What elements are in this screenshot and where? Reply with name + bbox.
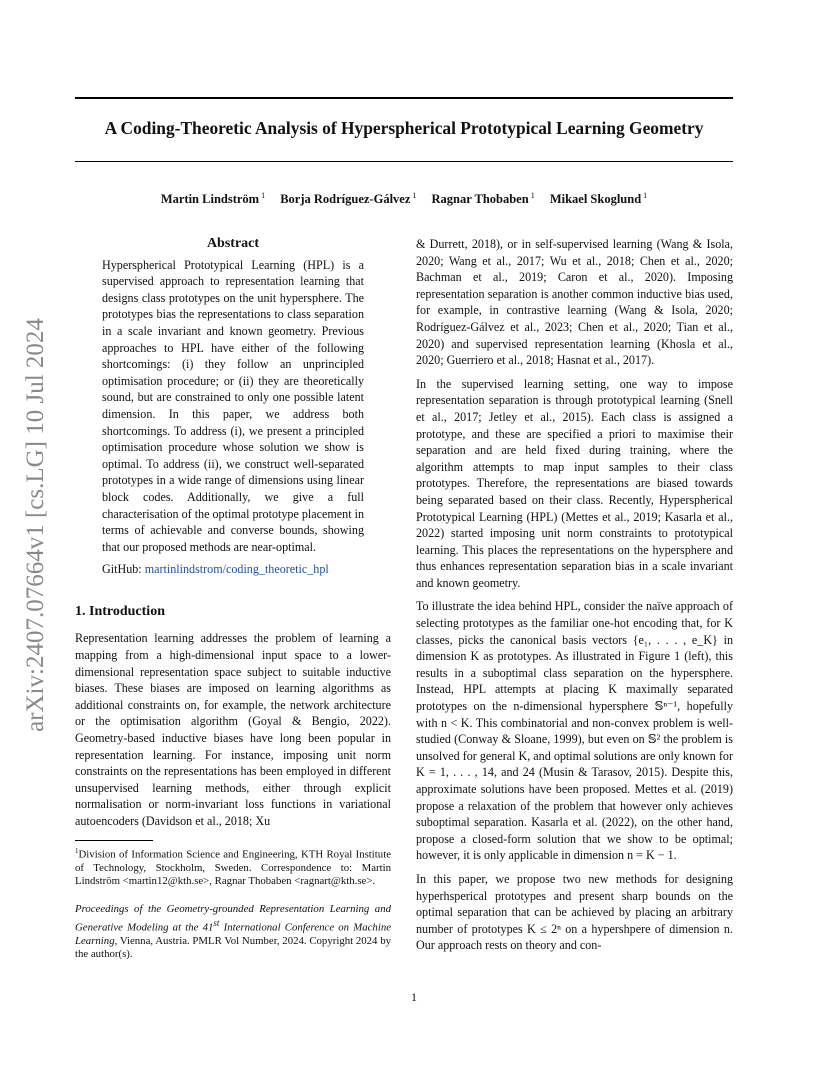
title-rule-bottom — [75, 161, 733, 162]
right-paragraph-4: In this paper, we propose two new methods for designing hyperhsperical prototypes and present sharp bounds on the optimal separation that can be achieved by placing an arbitrary number of prototypes K ≤ 2ⁿ on a hypershpere of dimension n. Our approach rests on theory and con- — [416, 871, 733, 953]
proceedings-ordinal: 41 — [202, 921, 214, 934]
left-column — [75, 236, 391, 962]
github-label: GitHub: — [102, 562, 142, 577]
intro-paragraph-1: Representation learning addresses the problem of learning a mapping from a high-dimensional input space to a lower-dimensional representation space subject to suitable inductive biases. These biases are imposed on learning algorithms as additional constraints on, for example, the network architecture or the optimisation algorithm (Goyal & Bengio, 2022). Geometry-based inductive biases have long been popular in representation learning. For instance, imposing unit norm constraints on the representations has been employed in different unsupervised learning methods, either through explicit normalisation or norm-invariant loss functions in variational autoencoders (Davidson et al., 2018; Xu — [75, 631, 391, 828]
author-list — [75, 191, 733, 207]
right-column — [416, 236, 733, 961]
paper-title: A Coding-Theoretic Analysis of Hyperspherical Prototypical Learning Geometry — [104, 118, 704, 138]
footnote — [75, 845, 391, 889]
author-name: Martin Lindström — [160, 192, 260, 207]
footnote-mark: 1 — [75, 846, 79, 855]
proceedings-ordinal-suffix: st — [213, 917, 220, 928]
github-link[interactable]: martinlindstrom/coding_theoretic_hpl — [144, 562, 329, 577]
page-number: 1 — [411, 990, 417, 1004]
proceedings-note — [75, 903, 391, 962]
author-name: Mikael Skoglund — [549, 192, 642, 207]
author-affil: 1 — [412, 191, 417, 200]
author-2 — [280, 192, 416, 206]
proceedings-details: , Vienna, Austria. PMLR Vol Number, 2024. Copyright 2024 by the author(s). — [75, 934, 391, 961]
right-paragraph-3: To illustrate the idea behind HPL, consider the naïve approach of selecting prototypes as the familiar one-hot encoding that, for K classes, picks the canonical basis vectors {e₁, . . . , e_K} in dimension K as prototypes. As illustrated in Figure 1 (left), this results in a suboptimal class separation on the hypersphere. Instead, HPL attempts at placing K maximally separated prototypes on the n-dimensional hypersphere 𝕊ⁿ⁻¹, hopefully with n < K. This combinatorial and non-convex problem is well-studied (Conway & Sloane, 1999), but even on 𝕊² the problem is unsolved for general K, and optimal solutions are only known for K = 1, . . . , 14, and 24 (Musin & Tarasov, 2015). Despite this, approximate solutions have been proposed. Mettes et al. (2019) propose a relaxation of the problem that however only achieves suboptimal separation. Kasarla et al. (2022), on the other hand, propose a closed-form solution that we show to be optimal; however, it is only applicable in dimension n = K − 1. — [416, 599, 733, 863]
arxiv-id-text: arXiv:2407.07664v1 [cs.LG] 10 Jul 2024 — [22, 318, 49, 732]
proceedings-conference: International Conference on Machine Learning — [75, 921, 392, 947]
author-4 — [550, 192, 647, 206]
proceedings-venue: Proceedings of the Geometry-grounded Representation Learning and Generative Modeling at the — [75, 902, 391, 934]
author-3 — [432, 192, 535, 206]
right-paragraph-1: & Durrett, 2018), or in self-supervised learning (Wang & Isola, 2020; Wang et al., 2017; Wu et al., 2018; Chen et al., 2020; Bachman et al., 2019; Caron et al., 2020). Imposing representation separation is another common inductive bias used, for example, in contrastive learning (Wang & Isola, 2020; Rodríguez-Gálvez et al., 2023; Chen et al., 2020; Tian et al., 2020) and supervised representation learning (Khosla et al., 2020; Guerriero et al., 2018; Hasnat et al., 2017). — [416, 237, 733, 368]
author-affil: 1 — [530, 191, 535, 200]
intro-heading: 1. Introduction — [75, 603, 165, 619]
footnote-rule — [75, 840, 153, 841]
author-name: Ragnar Thobaben — [431, 192, 529, 207]
author-1 — [161, 192, 265, 206]
abstract-heading: Abstract — [206, 236, 260, 251]
arxiv-stamp — [22, 295, 50, 755]
right-paragraph-2: In the supervised learning setting, one way to impose representation separation is through prototypical learning (Snell et al., 2017; Jetley et al., 2015). Each class is assigned a prototype, and these are specified a priori to maximise their separation and are held fixed during training, where the algorithm attempts to map input samples to their class prototypes. Therefore, the representations are biased towards being separated based on their class. Recently, Hyperspherical Prototypical Learning (HPL) (Mettes et al., 2019; Kasarla et al., 2022) started imposing unit norm constraints to prototypical learning. This places the representations on the hypersphere and thus enhances representation separation bias in a scale invariant and known geometry. — [416, 376, 733, 590]
author-affil: 1 — [261, 191, 266, 200]
author-affil: 1 — [643, 191, 648, 200]
footnote-text: Division of Information Science and Engineering, KTH Royal Institute of Technology, Stockholm, Sweden. Correspondence to: Martin Lindström <martin12@kth.se>, Ragnar Thobaben <ragnart@kth.se>. — [75, 848, 391, 888]
abstract-text: Hyperspherical Prototypical Learning (HPL) is a supervised approach to representation learning that designs class prototypes on the unit hypersphere. The prototypes bias the representations to class separation in a scale invariant and known geometry. Previous approaches to HPL have either of the following shortcomings: (i) they follow an unprincipled optimisation procedure; or (ii) they are theoretically sound, but are constrained to only one possible latent dimension. In this paper, we address both shortcomings. To address (i), we present a principled optimisation procedure whose solution we show is optimal. To address (ii), we construct well-separated prototypes in a wide range of dimensions using linear block codes. Additionally, we give a full characterisation of the optimal prototype placement in terms of achievable and converse bounds, showing that our proposed methods are near-optimal. — [102, 257, 364, 554]
github-line — [102, 561, 364, 578]
author-name: Borja Rodríguez-Gálvez — [280, 192, 411, 207]
title-rule-top — [75, 97, 733, 99]
